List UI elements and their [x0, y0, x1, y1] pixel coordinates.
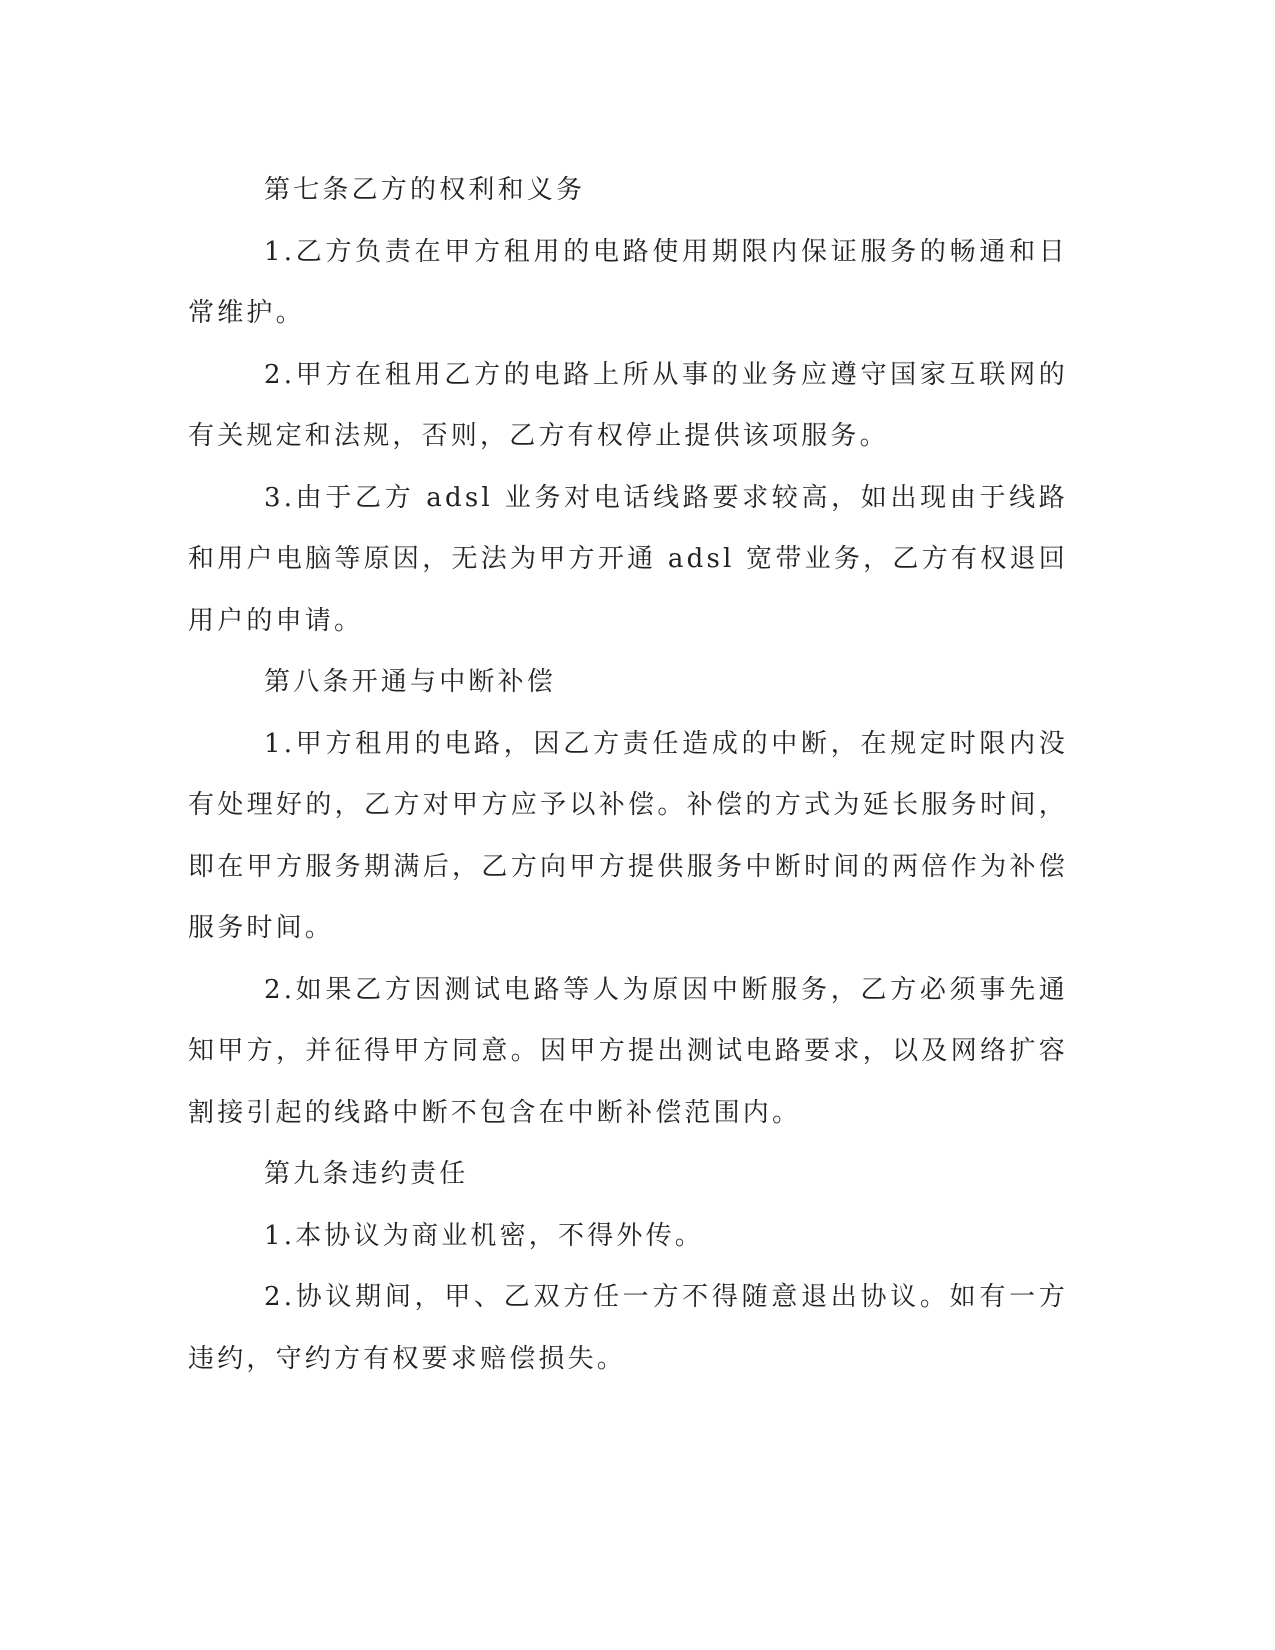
paragraph: 1.甲方租用的电路，因乙方责任造成的中断，在规定时限内没有处理好的，乙方对甲方应予以补偿。补偿的方式为延长服务时间，即在甲方服务期满后，乙方向甲方提供服务中断时间的两倍作为补偿服务时间。	[188, 728, 1068, 943]
section-heading-9: 第九条违约责任	[264, 1159, 469, 1189]
section-heading-8: 第八条开通与中断补偿	[264, 667, 557, 697]
document-body	[188, 160, 1068, 1390]
paragraph: 3.由于乙方 adsl 业务对电话线路要求较高，如出现由于线路和用户电脑等原因，无法为甲方开通 adsl 宽带业务，乙方有权退回用户的申请。	[188, 482, 1068, 636]
paragraph: 2.协议期间，甲、乙双方任一方不得随意退出协议。如有一方违约，守约方有权要求赔偿损失。	[188, 1282, 1068, 1374]
paragraph: 2.如果乙方因测试电路等人为原因中断服务，乙方必须事先通知甲方，并征得甲方同意。因甲方提出测试电路要求，以及网络扩容割接引起的线路中断不包含在中断补偿范围内。	[188, 974, 1068, 1128]
paragraph: 1.本协议为商业机密，不得外传。	[264, 1220, 705, 1251]
paragraph: 1.乙方负责在甲方租用的电路使用期限内保证服务的畅通和日常维护。	[188, 236, 1068, 328]
paragraph: 2.甲方在租用乙方的电路上所从事的业务应遵守国家互联网的有关规定和法规，否则，乙方有权停止提供该项服务。	[188, 359, 1068, 451]
section-heading-7: 第七条乙方的权利和义务	[264, 175, 586, 205]
